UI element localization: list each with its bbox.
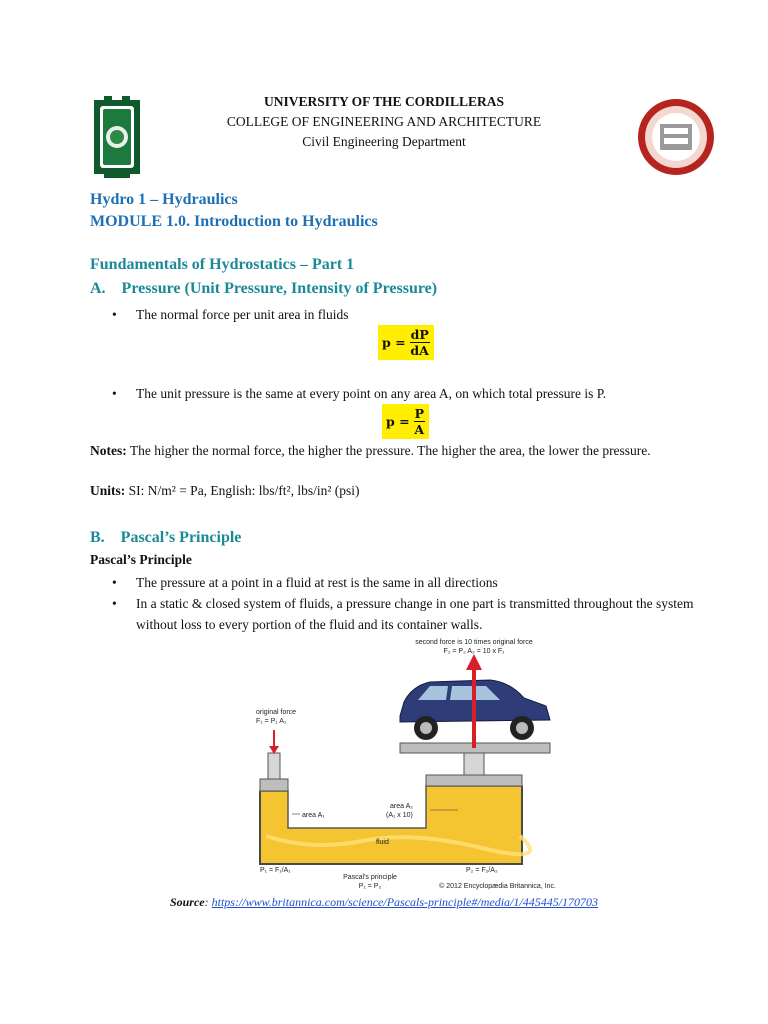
- figure-copyright: © 2012 Encyclopædia Britannica, Inc.: [439, 883, 556, 890]
- department-name: Civil Engineering Department: [302, 134, 466, 149]
- source-label: Source: [169, 895, 205, 909]
- notes-paragraph: [90, 443, 740, 459]
- source-link[interactable]: https://www.britannica.com/science/Pascals-principle#/media/1/445445/170703: [211, 895, 599, 909]
- module-title: MODULE 1.0. Introduction to Hydraulics: [90, 213, 378, 230]
- figure-label: (A₁ x 10): [386, 812, 413, 819]
- figure-label: original force: [256, 709, 297, 716]
- list-item: • In a static & closed system of fluids, a pressure change in one part is transmitted throughout the system without loss to every portion of the fluid and its container walls.: [90, 593, 730, 635]
- figure-label: P₁ = P₂: [358, 883, 382, 890]
- course-title: Hydro 1 – Hydraulics: [90, 191, 238, 208]
- figure-label: area A₂: [390, 803, 413, 810]
- figure-label: fluid: [376, 839, 389, 846]
- list-item: • The unit pressure is the same at every point on any area A, on which total pressure is P.: [90, 383, 730, 404]
- list-item: • The normal force per unit area in fluids: [90, 304, 730, 325]
- figure-label: F₂ = P₂ A₂ = 10 x F₁: [443, 648, 505, 655]
- section-b-heading: B. Pascal’s Principle: [90, 529, 242, 546]
- notes-label: Notes:: [90, 443, 127, 458]
- units-paragraph: [90, 483, 740, 499]
- figure-label: Pascal's principle: [343, 874, 397, 881]
- units-label: Units:: [90, 483, 126, 498]
- formula-numerator: P: [414, 406, 424, 421]
- figure-label: area A₁: [302, 812, 325, 819]
- units-text: SI: N/m² = Pa, English: lbs/ft², lbs/in² (psi): [125, 483, 360, 498]
- section-a-list-1: [90, 304, 730, 325]
- source-separator: :: [204, 895, 212, 909]
- figure-label: P₁ = F₁/A₁: [260, 867, 291, 874]
- list-item: • The pressure at a point in a fluid at rest is the same in all directions: [90, 572, 730, 593]
- pascal-principle-figure: [252, 636, 558, 892]
- figure-label: second force is 10 times original force: [415, 639, 533, 646]
- figure-label: P₂ = F₂/A₂: [466, 867, 498, 874]
- pressure-formula-average: [382, 404, 429, 439]
- section-a-heading: A. Pressure (Unit Pressure, Intensity of Pressure): [90, 280, 438, 297]
- section-a-list-2: [90, 383, 730, 404]
- university-name: UNIVERSITY OF THE CORDILLERAS: [264, 94, 504, 109]
- section-b-list: [90, 572, 730, 635]
- formula-lhs: p =: [386, 414, 410, 429]
- section-b-subheading: Pascal’s Principle: [90, 552, 192, 567]
- formula-numerator: dP: [410, 327, 429, 342]
- formula-lhs: p =: [382, 335, 406, 350]
- pressure-formula-differential: [378, 325, 434, 360]
- college-name: COLLEGE OF ENGINEERING AND ARCHITECTURE: [226, 114, 542, 129]
- source-line: [0, 895, 768, 910]
- formula-denominator: dA: [410, 343, 429, 358]
- formula-denominator: A: [414, 422, 425, 437]
- part-title: Fundamentals of Hydrostatics – Part 1: [90, 256, 355, 273]
- notes-text: The higher the normal force, the higher the pressure. The higher the area, the lower the pressure.: [126, 443, 651, 458]
- figure-label: F₁ = P₁ A₁: [256, 718, 287, 725]
